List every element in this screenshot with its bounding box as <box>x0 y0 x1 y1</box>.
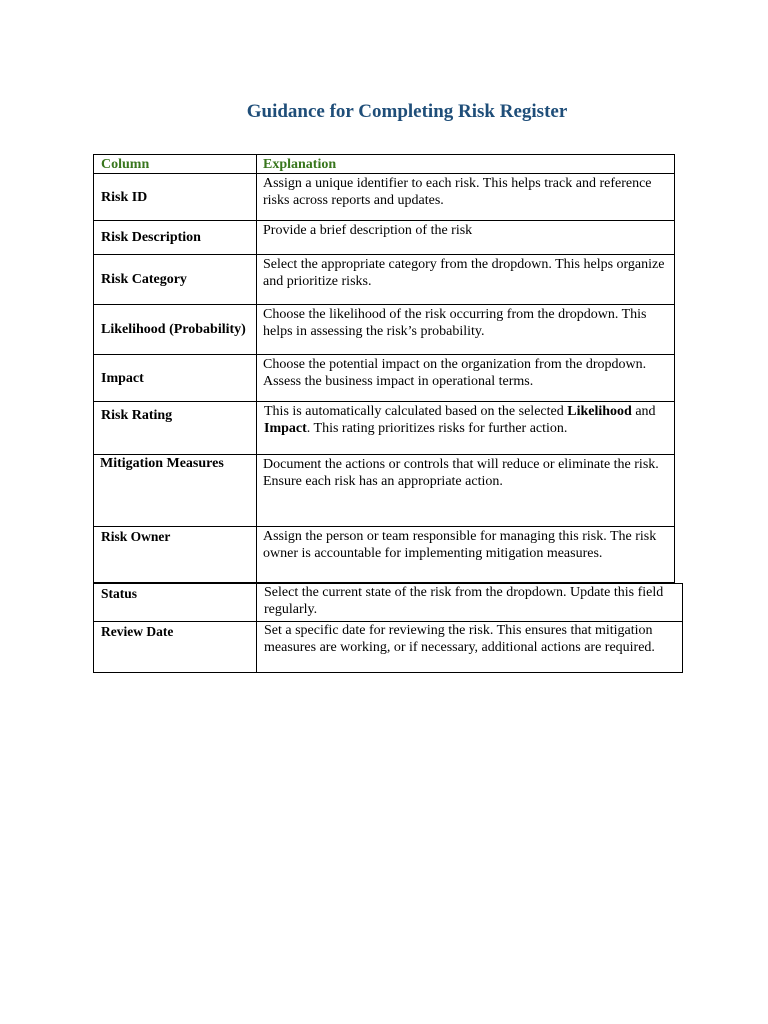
row-label: Risk Category <box>93 254 257 305</box>
row-explanation: Choose the potential impact on the organization from the dropdown. Assess the business impact in operational terms. <box>256 354 675 402</box>
row-explanation: Select the appropriate category from the dropdown. This helps organize and prioritize risks. <box>256 254 675 305</box>
row-label: Review Date <box>93 621 257 673</box>
row-explanation: Document the actions or controls that will reduce or eliminate the risk. Ensure each risk has an appropriate action. <box>256 454 675 527</box>
row-explanation <box>256 401 675 455</box>
impact-term: Impact <box>264 421 307 436</box>
row-label: Mitigation Measures <box>93 454 257 527</box>
row-explanation: Provide a brief description of the risk <box>256 220 675 255</box>
page-title: Guidance for Completing Risk Register <box>246 101 568 122</box>
row-label: Status <box>93 583 257 622</box>
risk-rating-text-suffix: . This rating prioritizes risks for further action. <box>306 421 568 436</box>
row-explanation: Assign the person or team responsible for managing this risk. The risk owner is accountable for implementing mitigation measures. <box>256 526 675 583</box>
row-explanation: Select the current state of the risk from the dropdown. Update this field regularly. <box>256 583 683 622</box>
row-label: Impact <box>93 354 257 402</box>
row-label: Risk Description <box>93 220 257 255</box>
row-label: Risk Rating <box>93 401 257 455</box>
risk-rating-text-prefix: This is automatically calculated based on the selected <box>264 404 568 419</box>
header-explanation: Explanation <box>256 154 675 174</box>
guidance-table <box>93 154 683 673</box>
row-explanation: Set a specific date for reviewing the risk. This ensures that mitigation measures are working, or if necessary, additional actions are required. <box>256 621 683 673</box>
risk-rating-text-mid: and <box>631 404 656 419</box>
row-label: Risk Owner <box>93 526 257 583</box>
row-label: Risk ID <box>93 173 257 221</box>
row-explanation: Choose the likelihood of the risk occurring from the dropdown. This helps in assessing the risk’s probability. <box>256 304 675 355</box>
likelihood-term: Likelihood <box>567 404 632 419</box>
header-column: Column <box>93 154 257 174</box>
row-label: Likelihood (Probability) <box>93 304 257 355</box>
row-explanation: Assign a unique identifier to each risk. This helps track and reference risks across reports and updates. <box>256 173 675 221</box>
